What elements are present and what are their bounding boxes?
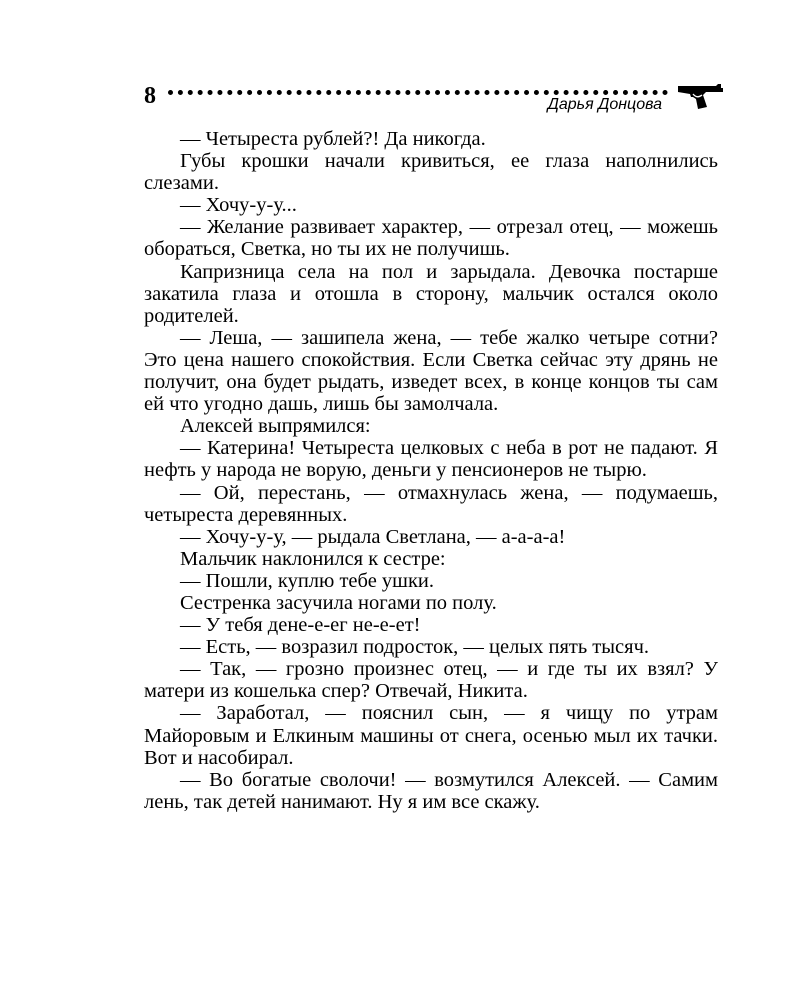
paragraph: — Хочу-у-у, — рыдала Светлана, — а-а-а-а!: [180, 525, 566, 548]
paragraph: — Пошли, куплю тебе ушки.: [180, 569, 435, 592]
paragraph: Алексей выпрямился:: [180, 415, 371, 438]
paragraph: — Катерина! Четыреста целковых с неба в рот не падают. Я нефть у народа не ворую, деньги у пенсионеров не тырю.: [144, 437, 718, 482]
pistol-icon: [676, 82, 724, 110]
body-text: [144, 128, 718, 813]
paragraph: — Во богатые сволочи! — возмутился Алексей. — Самим лень, так детей нанимают. Ну я им все скажу.: [144, 768, 718, 813]
page-number: 8: [144, 83, 156, 109]
paragraph: Губы крошки начали кривиться, ее глаза наполнились слезами.: [144, 150, 718, 195]
paragraph: — Так, — грозно произнес отец, — и где ты их взял? У матери из кошелька спер? Отвечай, Никита.: [144, 658, 718, 703]
paragraph: Капризница села на пол и зарыдала. Девочка постарше закатила глаза и отошла в сторону, мальчик остался около родителей.: [144, 260, 718, 327]
running-head-author: Дарья Донцова: [547, 96, 662, 113]
paragraph: Мальчик наклонился к сестре:: [180, 547, 446, 570]
paragraph: — Ой, перестань, — отмахнулась жена, — подумаешь, четыреста деревянных.: [144, 481, 718, 526]
paragraph: — Желание развивает характер, — отрезал отец, — можешь обораться, Светка, но ты их не получишь.: [144, 216, 718, 261]
header-dotted-rule: [168, 90, 668, 95]
paragraph: — Есть, — возразил подросток, — целых пять тысяч.: [180, 636, 650, 659]
paragraph: — Леша, — зашипела жена, — тебе жалко четыре сотни? Это цена нашего спокойствия. Если Светка сейчас эту дрянь не получит, она будет рыдать, изведет всех, в конце концов ты сам ей что угодно дашь, лишь бы замолчала.: [144, 326, 718, 416]
paragraph: — Четыреста рублей?! Да никогда.: [180, 128, 486, 150]
paragraph: Сестренка засучила ногами по полу.: [180, 591, 497, 614]
paragraph: — У тебя дене-е-ег не-е-ет!: [180, 614, 421, 637]
paragraph: — Хочу-у-у...: [180, 194, 297, 217]
paragraph: — Заработал, — пояснил сын, — я чищу по утрам Майоровым и Елкиным машины от снега, осенью мыл их тачки. Вот и насобирал.: [144, 702, 718, 769]
